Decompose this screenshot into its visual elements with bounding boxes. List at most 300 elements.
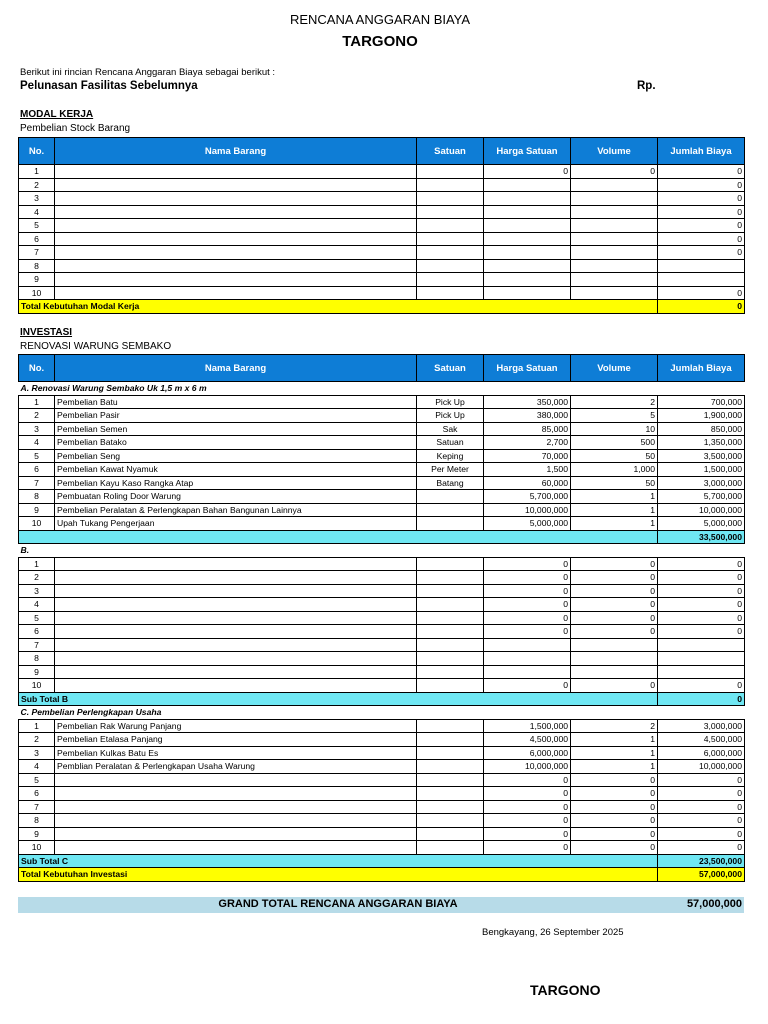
cell-volume: 0 [571,557,658,571]
cell-volume: 1 [571,746,658,760]
cell-no: 8 [19,652,55,666]
modal-kerja-subtitle: Pembelian Stock Barang [20,123,131,134]
cell-jumlah-biaya: 3,500,000 [658,449,745,463]
cell-satuan [417,800,484,814]
cell-volume: 5 [571,409,658,423]
cell-jumlah-biaya: 0 [658,232,745,246]
table-row [19,192,745,206]
signer-name: TARGONO [530,982,601,998]
cell-volume: 0 [571,598,658,612]
table-row [19,841,745,855]
cell-jumlah-biaya [658,273,745,287]
cell-volume: 0 [571,773,658,787]
modal-kerja-total-label: Total Kebutuhan Modal Kerja [19,300,658,314]
cell-jumlah-biaya: 0 [658,679,745,693]
table-row [19,638,745,652]
cell-jumlah-biaya: 0 [658,827,745,841]
group-a-header [19,382,745,396]
cell-volume [571,205,658,219]
cell-harga-satuan: 6,000,000 [484,746,571,760]
investasi-title: INVESTASI [20,327,73,338]
cell-nama-barang [55,286,417,300]
cell-nama-barang [55,584,417,598]
cell-volume: 0 [571,827,658,841]
cell-nama-barang [55,665,417,679]
group-b-subtotal-label: Sub Total B [19,692,658,706]
cell-satuan [417,638,484,652]
table-row [19,665,745,679]
cell-volume: 0 [571,571,658,585]
cell-satuan [417,665,484,679]
cell-harga-satuan: 0 [484,787,571,801]
cell-satuan [417,205,484,219]
table-row [19,800,745,814]
cell-satuan [417,517,484,531]
cell-no: 8 [19,259,55,273]
cell-satuan [417,625,484,639]
cell-jumlah-biaya: 0 [658,246,745,260]
cell-nama-barang [55,598,417,612]
cell-nama-barang [55,273,417,287]
col-header-jumlah-biaya: Jumlah Biaya [658,138,745,165]
cell-no: 4 [19,205,55,219]
table-row [19,490,745,504]
grand-total-value: 57,000,000 [686,898,742,910]
cell-satuan [417,259,484,273]
cell-jumlah-biaya: 5,000,000 [658,517,745,531]
cell-satuan [417,814,484,828]
table-row [19,246,745,260]
cell-nama-barang: Pembelian Seng [55,449,417,463]
cell-volume: 0 [571,165,658,179]
cell-harga-satuan: 1,500 [484,463,571,477]
cell-harga-satuan: 0 [484,679,571,693]
cell-volume: 0 [571,814,658,828]
cell-volume: 500 [571,436,658,450]
cell-satuan: Keping [417,449,484,463]
cell-harga-satuan: 4,500,000 [484,733,571,747]
modal-kerja-title: MODAL KERJA [20,109,94,120]
table-row [19,746,745,760]
cell-satuan [417,219,484,233]
cell-jumlah-biaya: 0 [658,625,745,639]
modal-kerja-total-value: 0 [658,300,745,314]
cell-jumlah-biaya: 0 [658,584,745,598]
cell-jumlah-biaya [658,259,745,273]
cell-nama-barang: Pemblian Peralatan & Perlengkapan Usaha Warung [55,760,417,774]
cell-no: 6 [19,232,55,246]
cell-nama-barang [55,232,417,246]
cell-nama-barang: Pembelian Rak Warung Panjang [55,719,417,733]
cell-volume: 0 [571,800,658,814]
cell-jumlah-biaya: 1,500,000 [658,463,745,477]
cell-harga-satuan [484,246,571,260]
col-header-nama-barang: Nama Barang [55,138,417,165]
grand-total-bar [18,897,744,913]
cell-volume: 1 [571,733,658,747]
cell-nama-barang [55,625,417,639]
cell-satuan: Sak [417,422,484,436]
cell-satuan [417,827,484,841]
group-b-subtotal-row [19,692,745,706]
cell-volume: 0 [571,584,658,598]
cell-no: 8 [19,814,55,828]
cell-volume: 10 [571,422,658,436]
cell-no: 8 [19,490,55,504]
cell-no: 1 [19,395,55,409]
cell-satuan [417,611,484,625]
table-row [19,219,745,233]
rp-label: Rp. [637,80,656,92]
cell-harga-satuan [484,259,571,273]
table-row [19,557,745,571]
cell-satuan [417,598,484,612]
cell-jumlah-biaya: 0 [658,192,745,206]
cell-no: 6 [19,463,55,477]
cell-jumlah-biaya: 10,000,000 [658,760,745,774]
cell-nama-barang [55,841,417,855]
intro-text: Berikut ini rincian Rencana Anggaran Biaya sebagai berikut : [20,67,276,78]
cell-volume: 2 [571,395,658,409]
cell-satuan [417,557,484,571]
cell-harga-satuan: 0 [484,841,571,855]
cell-nama-barang [55,178,417,192]
cell-harga-satuan: 1,500,000 [484,719,571,733]
cell-satuan [417,165,484,179]
cell-nama-barang [55,787,417,801]
cell-volume [571,273,658,287]
table-row [19,232,745,246]
cell-volume: 0 [571,611,658,625]
cell-volume: 50 [571,476,658,490]
cell-harga-satuan: 0 [484,571,571,585]
cell-satuan [417,787,484,801]
table-row [19,165,745,179]
cell-volume: 0 [571,841,658,855]
cell-harga-satuan: 0 [484,827,571,841]
cell-jumlah-biaya: 10,000,000 [658,503,745,517]
investasi-total-label: Total Kebutuhan Investasi [19,868,658,882]
cell-satuan [417,679,484,693]
cell-harga-satuan: 350,000 [484,395,571,409]
cell-nama-barang [55,827,417,841]
cell-no: 7 [19,246,55,260]
table-header-row [19,355,745,382]
group-a-subtotal-value: 33,500,000 [658,530,745,544]
cell-satuan [417,178,484,192]
cell-nama-barang: Pembelian Semen [55,422,417,436]
cell-jumlah-biaya: 0 [658,571,745,585]
col-header-no: No. [19,355,55,382]
modal-kerja-rows [19,165,745,300]
place-date: Bengkayang, 26 September 2025 [482,927,624,938]
cell-nama-barang [55,571,417,585]
group-c-subtotal-row [19,854,745,868]
cell-nama-barang: Pembelian Batako [55,436,417,450]
cell-harga-satuan [484,219,571,233]
cell-no: 4 [19,598,55,612]
cell-harga-satuan: 5,700,000 [484,490,571,504]
table-row [19,652,745,666]
cell-no: 2 [19,178,55,192]
table-row [19,449,745,463]
cell-satuan [417,746,484,760]
cell-nama-barang [55,192,417,206]
cell-harga-satuan [484,178,571,192]
cell-volume: 0 [571,679,658,693]
table-row [19,584,745,598]
cell-nama-barang: Pembelian Pasir [55,409,417,423]
grand-total-label: GRAND TOTAL RENCANA ANGGARAN BIAYA [218,898,458,910]
cell-harga-satuan: 60,000 [484,476,571,490]
table-row [19,409,745,423]
col-header-jumlah-biaya: Jumlah Biaya [658,355,745,382]
cell-satuan [417,760,484,774]
cell-harga-satuan: 0 [484,557,571,571]
cell-volume [571,665,658,679]
cell-satuan [417,584,484,598]
cell-no: 2 [19,409,55,423]
table-row [19,476,745,490]
cell-jumlah-biaya: 0 [658,787,745,801]
cell-volume: 1 [571,517,658,531]
modal-kerja-total-row [19,300,745,314]
group-c-header [19,706,745,720]
cell-no: 4 [19,760,55,774]
group-a-subtotal-row [19,530,745,544]
cell-volume: 1 [571,490,658,504]
cell-nama-barang: Pembelian Etalasa Panjang [55,733,417,747]
cell-nama-barang: Upah Tukang Pengerjaan [55,517,417,531]
cell-jumlah-biaya: 0 [658,557,745,571]
cell-jumlah-biaya: 4,500,000 [658,733,745,747]
cell-volume: 50 [571,449,658,463]
cell-satuan [417,490,484,504]
table-row [19,611,745,625]
cell-harga-satuan [484,205,571,219]
cell-no: 5 [19,219,55,233]
cell-no: 4 [19,436,55,450]
investasi-table [18,354,745,882]
cell-nama-barang [55,246,417,260]
table-row [19,787,745,801]
cell-harga-satuan: 0 [484,584,571,598]
cell-jumlah-biaya: 0 [658,286,745,300]
cell-volume [571,192,658,206]
cell-harga-satuan: 5,000,000 [484,517,571,531]
group-a-rows [19,395,745,530]
cell-no: 7 [19,638,55,652]
cell-volume: 1 [571,760,658,774]
table-row [19,814,745,828]
cell-no: 9 [19,665,55,679]
cell-satuan: Pick Up [417,409,484,423]
cell-no: 1 [19,719,55,733]
document-title: RENCANA ANGGARAN BIAYA [289,12,471,27]
applicant-name: TARGONO [342,33,418,50]
cell-jumlah-biaya: 0 [658,611,745,625]
cell-harga-satuan: 0 [484,598,571,612]
cell-nama-barang: Pembelian Kayu Kaso Rangka Atap [55,476,417,490]
cell-jumlah-biaya [658,665,745,679]
col-header-satuan: Satuan [417,355,484,382]
group-b-subtotal-value: 0 [658,692,745,706]
cell-jumlah-biaya: 0 [658,598,745,612]
cell-harga-satuan: 10,000,000 [484,503,571,517]
investasi-subtitle: RENOVASI WARUNG SEMBAKO [20,341,172,352]
cell-nama-barang [55,800,417,814]
cell-jumlah-biaya: 5,700,000 [658,490,745,504]
cell-jumlah-biaya: 1,350,000 [658,436,745,450]
table-row [19,259,745,273]
cell-harga-satuan [484,652,571,666]
cell-jumlah-biaya [658,638,745,652]
cell-satuan [417,286,484,300]
table-row [19,273,745,287]
cell-jumlah-biaya: 700,000 [658,395,745,409]
cell-nama-barang: Pembelian Kulkas Batu Es [55,746,417,760]
cell-satuan [417,719,484,733]
group-b-rows [19,557,745,692]
cell-jumlah-biaya: 850,000 [658,422,745,436]
group-c-subtotal-value: 23,500,000 [658,854,745,868]
cell-no: 9 [19,273,55,287]
cell-no: 5 [19,611,55,625]
cell-volume [571,232,658,246]
cell-satuan [417,273,484,287]
cell-no: 10 [19,517,55,531]
table-row [19,733,745,747]
cell-volume [571,652,658,666]
cell-harga-satuan [484,665,571,679]
cell-nama-barang [55,611,417,625]
cell-harga-satuan: 0 [484,611,571,625]
cell-nama-barang: Pembelian Kawat Nyamuk [55,463,417,477]
col-header-no: No. [19,138,55,165]
cell-no: 6 [19,625,55,639]
col-header-harga-satuan: Harga Satuan [484,355,571,382]
table-row [19,827,745,841]
cell-satuan: Satuan [417,436,484,450]
cell-volume: 1,000 [571,463,658,477]
cell-nama-barang: Pembuatan Roling Door Warung [55,490,417,504]
table-row [19,503,745,517]
cell-no: 1 [19,165,55,179]
investasi-total-value: 57,000,000 [658,868,745,882]
cell-jumlah-biaya: 0 [658,219,745,233]
cell-no: 3 [19,746,55,760]
cell-harga-satuan [484,273,571,287]
cell-nama-barang [55,814,417,828]
group-c-label: C. Pembelian Perlengkapan Usaha [19,706,745,720]
cell-no: 9 [19,827,55,841]
table-row [19,625,745,639]
cell-satuan [417,773,484,787]
cell-nama-barang: Pembelian Peralatan & Perlengkapan Bahan Bangunan Lainnya [55,503,417,517]
cell-no: 6 [19,787,55,801]
cell-satuan [417,571,484,585]
cell-satuan [417,246,484,260]
table-row [19,205,745,219]
group-b-header [19,544,745,558]
cell-jumlah-biaya: 0 [658,800,745,814]
cell-nama-barang [55,205,417,219]
cell-satuan [417,192,484,206]
table-row [19,436,745,450]
modal-kerja-table [18,137,745,314]
cell-no: 5 [19,773,55,787]
cell-no: 3 [19,584,55,598]
cell-volume: 0 [571,625,658,639]
cell-jumlah-biaya: 0 [658,814,745,828]
cell-volume [571,219,658,233]
table-row [19,395,745,409]
cell-no: 10 [19,841,55,855]
cell-jumlah-biaya: 6,000,000 [658,746,745,760]
cell-no: 10 [19,286,55,300]
col-header-volume: Volume [571,138,658,165]
cell-jumlah-biaya: 0 [658,841,745,855]
cell-nama-barang [55,259,417,273]
cell-volume: 1 [571,503,658,517]
cell-nama-barang [55,679,417,693]
cell-no: 2 [19,571,55,585]
cell-volume [571,638,658,652]
table-row [19,422,745,436]
col-header-harga-satuan: Harga Satuan [484,138,571,165]
cell-nama-barang [55,557,417,571]
cell-volume: 2 [571,719,658,733]
group-c-subtotal-label: Sub Total C [19,854,658,868]
cell-satuan [417,733,484,747]
cell-nama-barang [55,773,417,787]
cell-harga-satuan: 0 [484,165,571,179]
cell-no: 3 [19,422,55,436]
cell-harga-satuan: 70,000 [484,449,571,463]
cell-satuan [417,841,484,855]
cell-volume: 0 [571,787,658,801]
table-row [19,598,745,612]
cell-jumlah-biaya: 0 [658,165,745,179]
table-row [19,178,745,192]
cell-jumlah-biaya [658,652,745,666]
cell-satuan: Pick Up [417,395,484,409]
cell-satuan: Per Meter [417,463,484,477]
cell-no: 5 [19,449,55,463]
col-header-nama-barang: Nama Barang [55,355,417,382]
table-row [19,719,745,733]
group-a-subtotal-label [19,530,658,544]
table-row [19,517,745,531]
cell-harga-satuan: 10,000,000 [484,760,571,774]
table-row [19,679,745,693]
cell-satuan [417,652,484,666]
cell-harga-satuan: 2,700 [484,436,571,450]
cell-harga-satuan: 0 [484,800,571,814]
cell-jumlah-biaya: 0 [658,773,745,787]
table-row [19,463,745,477]
cell-satuan: Batang [417,476,484,490]
cell-nama-barang [55,638,417,652]
cell-jumlah-biaya: 1,900,000 [658,409,745,423]
cell-volume [571,246,658,260]
cell-harga-satuan [484,286,571,300]
group-b-label: B. [19,544,745,558]
cell-jumlah-biaya: 3,000,000 [658,719,745,733]
cell-nama-barang [55,652,417,666]
cell-harga-satuan [484,192,571,206]
group-a-label: A. Renovasi Warung Sembako Uk 1,5 m x 6 m [19,382,745,396]
